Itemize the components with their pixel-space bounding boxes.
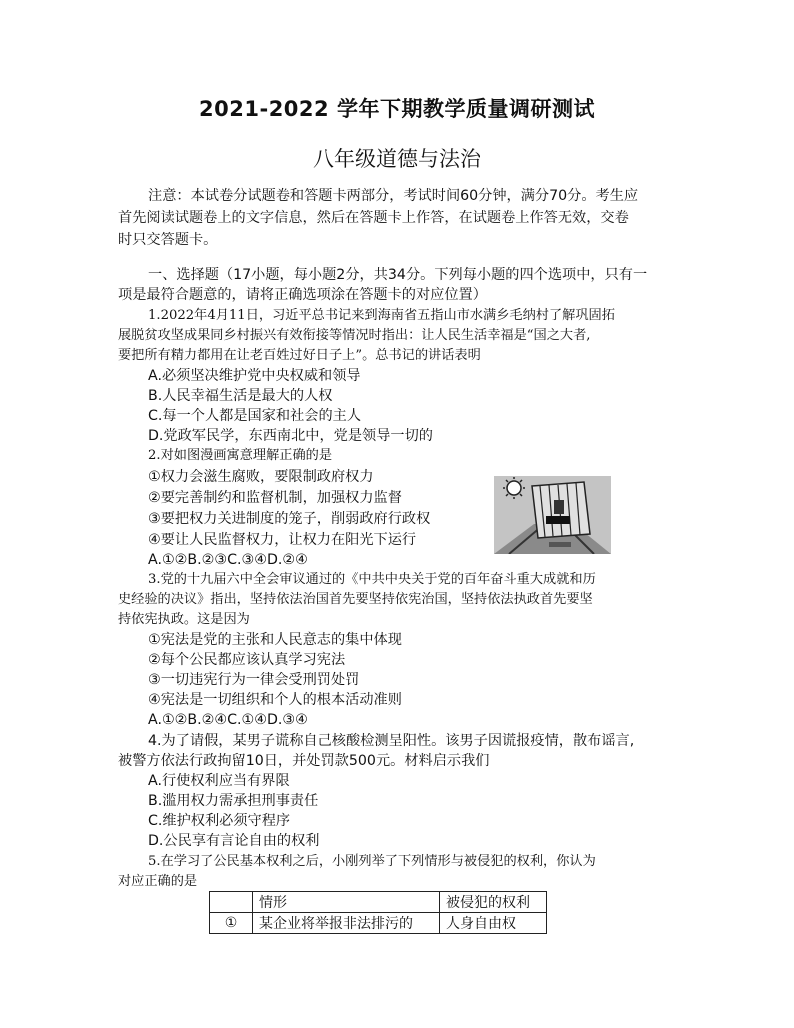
q3-stem: 持依宪执政。这是因为 [118,612,250,627]
notice-line: 时只交答题卡。 [118,232,218,248]
table-header-cell [210,892,253,913]
table-header-cell: 情形 [253,892,440,913]
table-header-cell: 被侵犯的权利 [440,892,547,913]
table-cell: 人身自由权 [440,913,547,934]
table-cell: 某企业将举报非法排污的 [253,913,440,934]
exam-title: 2021-2022 学年下期教学质量调研测试 [199,97,595,121]
q4-option: A.行使权利应当有界限 [148,773,290,789]
q3-item: ③一切违宪行为一律会受刑罚处罚 [148,672,360,688]
q3-stem: 史经验的决议》指出，坚持依法治国首先要坚持依宪治国，坚持依法执政首先要坚 [118,592,593,607]
cartoon-image [494,476,611,554]
q3-answers: A.①②B.②④C.①④D.③④ [148,712,308,728]
q4-stem: 被警方依法行政拘留10日，并处罚款500元。材料启示我们 [118,753,490,769]
q5-stem: 5.在学习了公民基本权利之后，小刚列举了下列情形与被侵犯的权利，你认为 [148,854,596,869]
cartoon-drawing [494,476,611,554]
q4-option: C.维护权利必须守程序 [148,813,291,829]
section-heading: 一、选择题（17小题，每小题2分，共34分。下列每小题的四个选项中，只有一 [148,267,648,283]
q2-item: ②要完善制约和监督机制，加强权力监督 [148,490,402,506]
table-row [210,913,547,934]
q5-table [209,891,547,934]
q5-stem: 对应正确的是 [118,874,198,889]
notice-line: 注意：本试卷分试题卷和答题卡两部分，考试时间60分钟，满分70分。考生应 [148,188,639,204]
q3-item: ②每个公民都应该认真学习宪法 [148,652,346,668]
q2-item: ①权力会滋生腐败，要限制政府权力 [148,469,374,485]
q3-item: ①宪法是党的主张和人民意志的集中体现 [148,632,402,648]
q4-option: B.滥用权力需承担刑事责任 [148,793,319,809]
q1-option: D.党政军民学，东西南北中，党是领导一切的 [148,428,433,444]
section-heading: 项是最符合题意的，请将正确选项涂在答题卡的对应位置） [118,287,487,303]
q4-stem: 4.为了请假，某男子谎称自己核酸检测呈阳性。该男子因谎报疫情，散布谣言, [148,733,635,749]
q1-option: A.必须坚决维护党中央权威和领导 [148,368,361,384]
table-header-row [210,892,547,913]
q4-option: D.公民享有言论自由的权利 [148,833,320,849]
q3-stem: 3.党的十九届六中全会审议通过的《中共中央关于党的百年奋斗重大成就和历 [148,572,596,587]
q1-stem: 要把所有精力都用在让老百姓过好日子上”。总书记的讲话表明 [118,348,481,363]
q1-stem: 1.2022年4月11日，习近平总书记来到海南省五指山市水满乡毛纳村了解巩固拓 [148,308,615,323]
notice-line: 首先阅读试题卷上的文字信息，然后在答题卡上作答，在试题卷上作答无效，交卷 [118,210,629,226]
table-cell: ① [210,913,253,934]
q2-item: ③要把权力关进制度的笼子，削弱政府行政权 [148,511,431,527]
q1-stem: 展脱贫攻坚成果同乡村振兴有效衔接等情况时指出：让人民生活幸福是“国之大者, [118,328,591,343]
q2-answers: A.①②B.②③C.③④D.②④ [148,552,308,568]
q2-item: ④要让人民监督权力，让权力在阳光下运行 [148,532,417,548]
exam-subtitle: 八年级道德与法治 [313,147,481,171]
q1-option: B.人民幸福生活是最大的人权 [148,388,333,404]
q2-stem: 2.对如图漫画寓意理解正确的是 [148,448,333,463]
q3-item: ④宪法是一切组织和个人的根本活动准则 [148,692,402,708]
q1-option: C.每一个人都是国家和社会的主人 [148,408,362,424]
